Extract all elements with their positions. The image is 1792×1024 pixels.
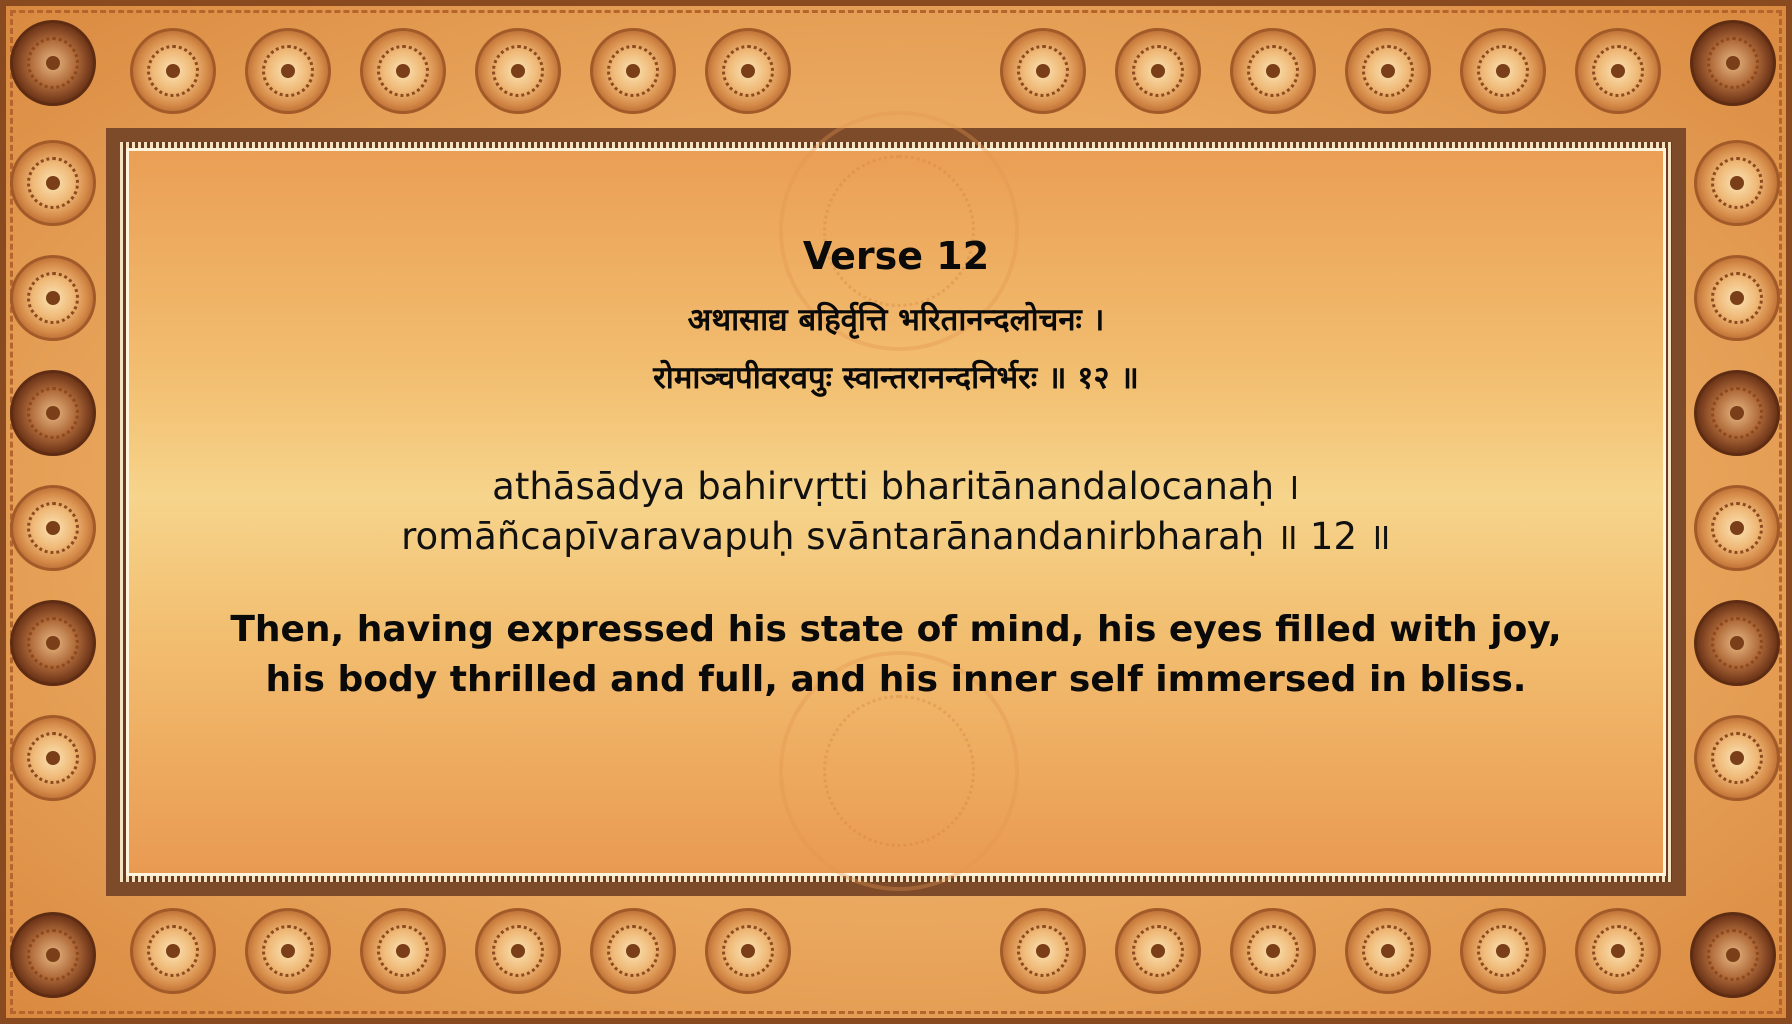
- border-medallion: [10, 600, 96, 686]
- border-medallion: [475, 908, 561, 994]
- border-medallion: [705, 28, 791, 114]
- translation-line-2: his body thrilled and full, and his inner self immersed in bliss.: [265, 659, 1527, 700]
- verse-title: Verse 12: [802, 234, 990, 278]
- border-medallion: [1694, 255, 1780, 341]
- border-medallion: [590, 28, 676, 114]
- corner-medallion-bottom-right: [1690, 912, 1776, 998]
- transliteration-line-2: romāñcapīvaravapuḥ svāntarānandanirbharaḥ ॥ 12 ॥: [401, 515, 1391, 558]
- border-medallion: [1694, 140, 1780, 226]
- border-medallion: [705, 908, 791, 994]
- border-medallion: [245, 28, 331, 114]
- border-medallion: [475, 28, 561, 114]
- corner-medallion-top-right: [1690, 20, 1776, 106]
- border-medallion: [10, 140, 96, 226]
- border-medallion: [1694, 370, 1780, 456]
- border-medallion: [1575, 908, 1661, 994]
- devanagari-line-1: अथासाद्य बहिर्वृत्ति भरितानन्दलोचनः ।: [687, 302, 1105, 338]
- border-medallion: [360, 28, 446, 114]
- border-medallion: [10, 485, 96, 571]
- border-medallion: [360, 908, 446, 994]
- border-medallion: [590, 908, 676, 994]
- border-medallion: [1345, 28, 1431, 114]
- border-medallion: [245, 908, 331, 994]
- corner-medallion-bottom-left: [10, 912, 96, 998]
- devanagari-line-2: रोमाञ्चपीवरवपुः स्वान्तरानन्दनिर्भरः ॥ १२ ॥: [653, 360, 1139, 396]
- border-medallion: [1575, 28, 1661, 114]
- border-medallion: [10, 715, 96, 801]
- transliteration-line-1: athāsādya bahirvṛtti bharitānandalocanaḥ ।: [492, 465, 1300, 508]
- border-medallion: [1694, 600, 1780, 686]
- border-medallion: [10, 255, 96, 341]
- border-medallion: [1000, 28, 1086, 114]
- border-medallion: [130, 908, 216, 994]
- corner-medallion-top-left: [10, 20, 96, 106]
- border-medallion: [1230, 908, 1316, 994]
- border-medallion: [1115, 28, 1201, 114]
- border-medallion: [1230, 28, 1316, 114]
- border-medallion: [1460, 28, 1546, 114]
- verse-content: [126, 148, 1666, 876]
- border-medallion: [1000, 908, 1086, 994]
- border-medallion: [1694, 485, 1780, 571]
- translation-line-1: Then, having expressed his state of mind, his eyes filled with joy,: [230, 609, 1562, 650]
- border-medallion: [1115, 908, 1201, 994]
- border-medallion: [1460, 908, 1546, 994]
- border-medallion: [10, 370, 96, 456]
- border-medallion: [1345, 908, 1431, 994]
- border-medallion: [1694, 715, 1780, 801]
- border-medallion: [130, 28, 216, 114]
